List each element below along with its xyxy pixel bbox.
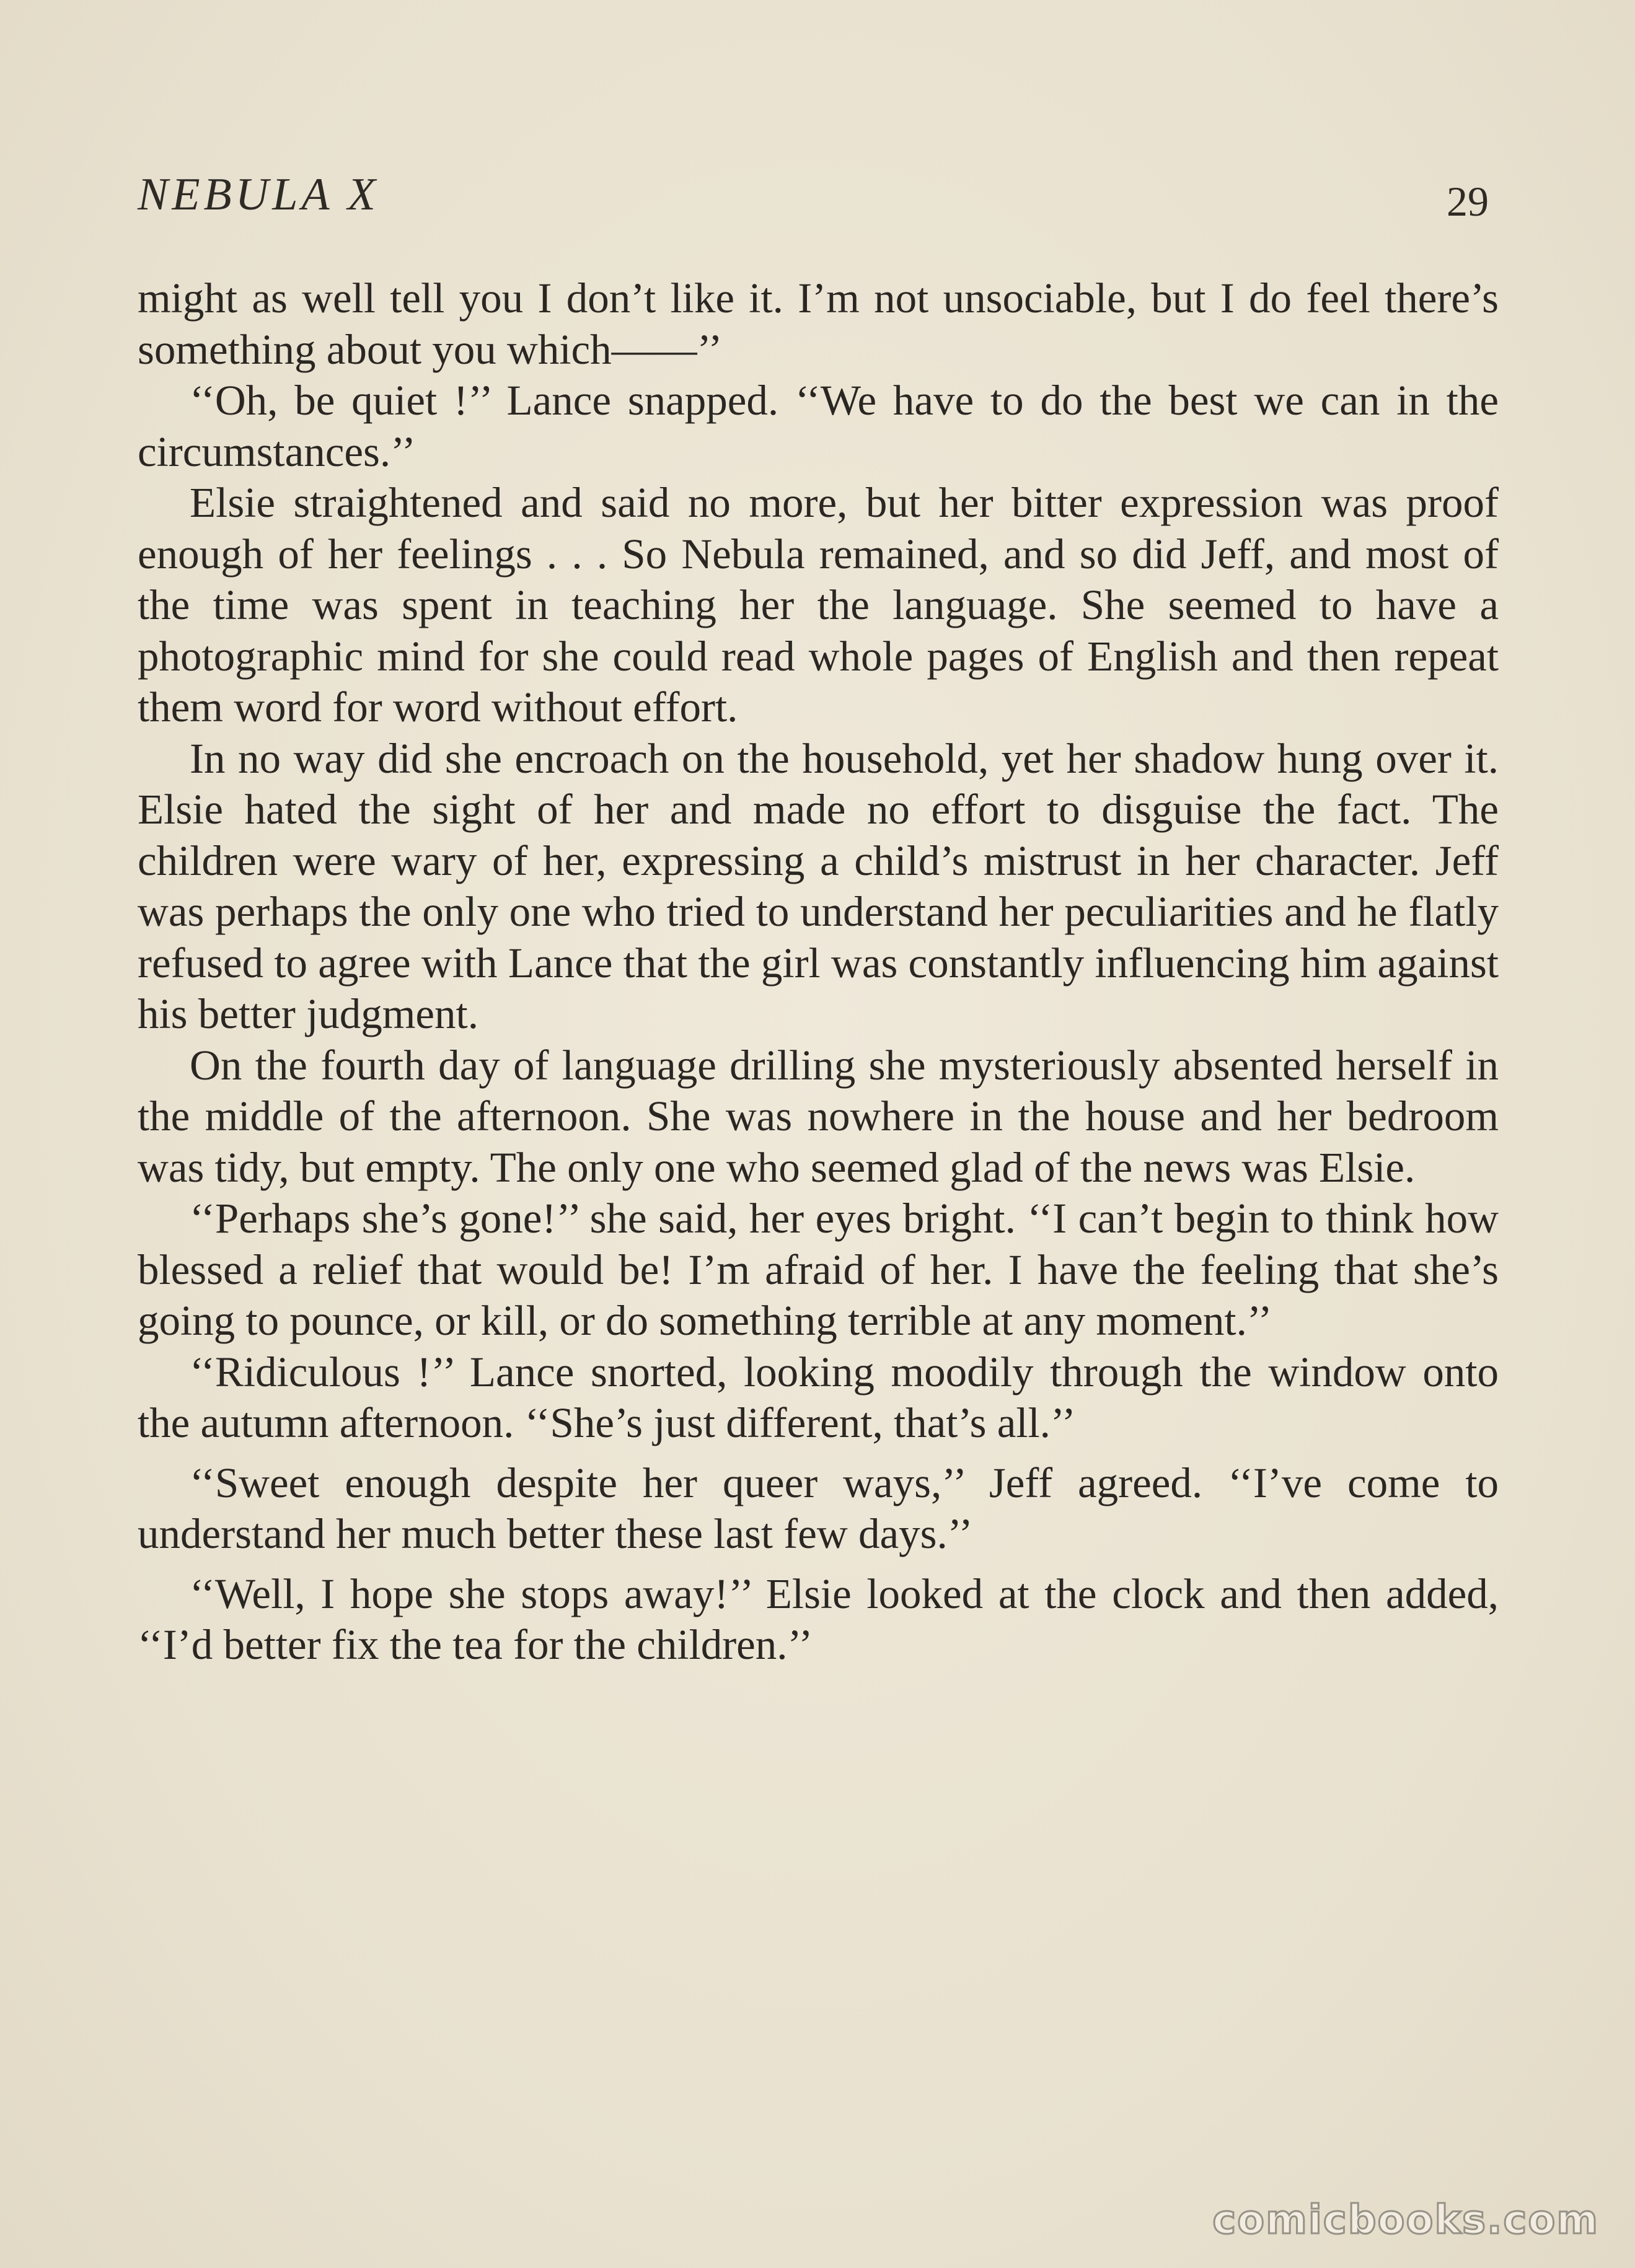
paragraph: ‘‘Sweet enough despite her queer ways,’’ Jeff agreed. ‘‘I’ve come to understand her much better these last few days.’’ — [138, 1459, 1499, 1557]
paragraph: In no way did she encroach on the household, yet her shadow hung over it. Elsie hated the sight of her and made no effort to disguise the fact. The children were wary of her, expressing a child’s mistrust in her character. Jeff was perhaps the only one who tried to understand her peculiarities and he flatly refused to agree with Lance that the girl was constantly influencing him against his better judgment. — [138, 734, 1499, 1037]
watermark: comicbooks.com — [1212, 2197, 1599, 2243]
paragraph: Elsie straightened and said no more, but her bitter expression was proof enough of her feelings . . . So Nebula remained, and so did Jeff, and most of the time was spent in teaching her the language. She seemed to have a photographic mind for she could read whole pages of English and then repeat them word for word without effort. — [138, 479, 1499, 731]
page-number: 29 — [1447, 178, 1489, 225]
paragraph: ‘‘Ridiculous !’’ Lance snorted, looking moodily through the window onto the autumn afternoon. ‘‘She’s just different, that’s all.’’ — [138, 1348, 1499, 1446]
body-text — [138, 273, 1499, 1671]
paragraph: might as well tell you I don’t like it. I’m not unsociable, but I do feel there’s something about you which——’’ — [138, 275, 1499, 373]
running-title: NEBULA X — [138, 169, 379, 220]
paragraph: ‘‘Perhaps she’s gone!’’ she said, her eyes bright. ‘‘I can’t begin to think how blessed a relief that would be! I’m afraid of her. I have the feeling that she’s going to pounce, or kill, or do something terrible at any moment.’’ — [138, 1195, 1499, 1344]
paragraph: ‘‘Oh, be quiet !’’ Lance snapped. ‘‘We have to do the best we can in the circumstances.’’ — [138, 377, 1499, 475]
paragraph: On the fourth day of language drilling she mysteriously absented herself in the middle of the afternoon. She was nowhere in the house and her bedroom was tidy, but empty. The only one who seemed glad of the news was Elsie. — [138, 1041, 1499, 1191]
paragraph: ‘‘Well, I hope she stops away!’’ Elsie looked at the clock and then added, ‘‘I’d better fix the tea for the children.’’ — [138, 1570, 1499, 1668]
